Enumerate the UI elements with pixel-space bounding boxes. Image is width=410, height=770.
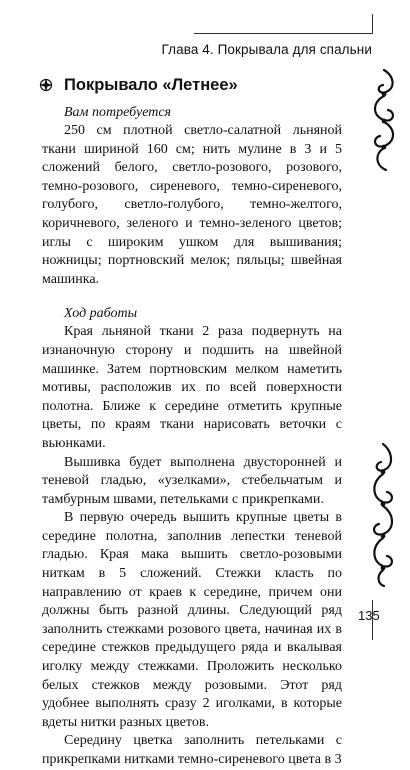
- materials-text: 250 см плотной светло-салатной льняной ткани шириной 160 см; нить мулине в 3 и 5 сложений белого, светло-розового, розового, темно-розового, сиреневого, темно-сиреневого, голубого, светло-голубого, темно-желтого, коричневого, зеленого и темно-зеленого цветов; иглы с широким ушком для вышивания; ножницы; портновский мелок; пяльцы; швейная машинка.: [42, 123, 342, 287]
- workflow-paragraph: Вышивка будет выполнена двусторонней и теневой гладью, «узелками», стебельчатым и тамбурным швами, петельками с прикрепками.: [42, 454, 342, 507]
- header-rule-vertical: [372, 14, 373, 34]
- header-rule: [194, 33, 372, 34]
- star-burst-icon: [38, 77, 54, 93]
- page-content: [42, 72, 342, 770]
- materials-heading: Вам потребуется: [64, 105, 172, 120]
- section-title: Покрывало «Летнее»: [64, 75, 238, 94]
- workflow-paragraph: В первую очередь вышить крупные цветы в середине полотна, заполнив лепестки теневой гладью. Края мака вышить светло-розовыми ниткам в 5 сложений. Стежки класть по направлению от краев к середине, причем они должны быть разной длины. Следующий ряд заполнить стежками розового цвета, начиная их в середине стежков предыдущего ряда и вкалывая иголку между стежками. Проложить несколько белых стежков между розовыми. Этот ряд удобнее выполнять сразу 2 иголками, в которые вдеты нитки разных цветов.: [42, 510, 342, 730]
- chapter-title: Глава 4. Покрывала для спальни: [161, 42, 372, 57]
- scroll-ornament-icon: [366, 66, 402, 176]
- workflow-paragraph: Середину цветка заполнить петельками с прикрепками нитками темно-сиреневого цвета в 3: [42, 733, 342, 767]
- workflow-paragraph: Края льняной ткани 2 раза подвернуть на изнаночную сторону и подшить на швейной машинке. Затем портновским мелком наметить мотивы, расположив их по всей поверхности полотна. Ближе к середине отметить крупные цветы, по краям ткани нарисовать веточки с вьюнками.: [42, 324, 342, 451]
- scroll-ornament-icon: [366, 440, 400, 590]
- section-heading: [42, 72, 342, 98]
- workflow-heading: Ход работы: [64, 306, 138, 322]
- running-header: [0, 0, 410, 62]
- page-number: 135: [358, 608, 380, 623]
